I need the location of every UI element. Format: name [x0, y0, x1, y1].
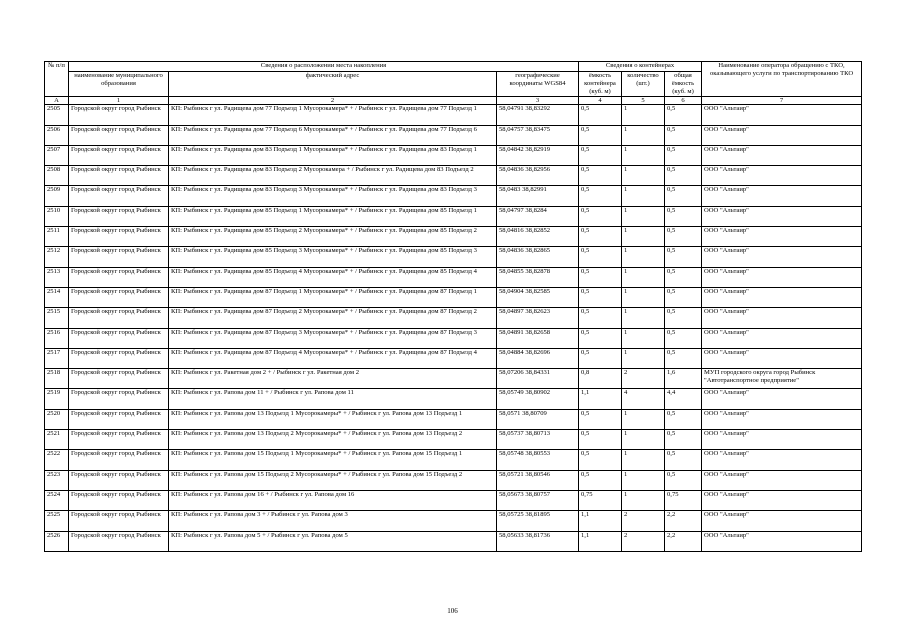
cell-coordinates: 58,04791 38,83292: [497, 105, 579, 125]
cell-municipality: Городской округ город Рыбинск: [69, 490, 169, 510]
cell-container-count: 1: [622, 308, 665, 328]
cell-container-count: 1: [622, 430, 665, 450]
table-row: [45, 409, 862, 429]
cell-row-number: 2525: [45, 511, 69, 531]
cell-total-capacity: 0,5: [665, 166, 702, 186]
cell-coordinates: 58,0483 38,82991: [497, 186, 579, 206]
cell-row-number: 2518: [45, 369, 69, 389]
cell-container-capacity: 0,5: [579, 206, 622, 226]
cell-address: КП: Рыбинск г ул. Радищева дом 85 Подъезд 2 Мусорокамера* + / Рыбинск г ул. Радищева дом 85 Подъезд 2: [169, 227, 497, 247]
cell-municipality: Городской округ город Рыбинск: [69, 450, 169, 470]
table-row: [45, 206, 862, 226]
cell-row-number: 2523: [45, 470, 69, 490]
header-location-group: Сведения о расположении места накопления: [69, 62, 579, 72]
cell-coordinates: 58,05749 38,80902: [497, 389, 579, 409]
cell-row-number: 2524: [45, 490, 69, 510]
cell-address: КП: Рыбинск г ул. Радищева дом 83 Подъезд 1 Мусорокамера* + / Рыбинск г ул. Радищева дом 83 Подъезд 1: [169, 145, 497, 165]
cell-coordinates: 58,04904 38,82585: [497, 287, 579, 307]
cell-row-number: 2505: [45, 105, 69, 125]
cell-municipality: Городской округ город Рыбинск: [69, 166, 169, 186]
cell-operator: ООО "Альтаир": [702, 389, 862, 409]
cell-operator: ООО "Альтаир": [702, 125, 862, 145]
cell-total-capacity: 4,4: [665, 389, 702, 409]
cell-container-count: 2: [622, 369, 665, 389]
cell-container-count: 1: [622, 267, 665, 287]
cell-container-capacity: 0,5: [579, 430, 622, 450]
cell-operator: ООО "Альтаир": [702, 267, 862, 287]
header-coordinates: географические координаты WGS84: [497, 72, 579, 97]
cell-container-count: 1: [622, 105, 665, 125]
cell-address: КП: Рыбинск г ул. Радищева дом 85 Подъезд 3 Мусорокамера* + / Рыбинск г ул. Радищева дом 85 Подъезд 3: [169, 247, 497, 267]
cell-operator: ООО "Альтаир": [702, 348, 862, 368]
cell-total-capacity: 0,5: [665, 206, 702, 226]
cell-operator: ООО "Альтаир": [702, 490, 862, 510]
cell-container-capacity: 0,5: [579, 409, 622, 429]
cell-total-capacity: 2,2: [665, 531, 702, 551]
cell-municipality: Городской округ город Рыбинск: [69, 308, 169, 328]
cell-container-count: 1: [622, 186, 665, 206]
table-row: [45, 389, 862, 409]
cell-operator: ООО "Альтаир": [702, 430, 862, 450]
table-row: [45, 511, 862, 531]
header-container-capacity: ёмкость контейнера (куб. м): [579, 72, 622, 97]
waste-site-registry-table: [44, 61, 862, 552]
cell-container-capacity: 0,5: [579, 105, 622, 125]
cell-container-count: 1: [622, 247, 665, 267]
cell-container-capacity: 0,5: [579, 247, 622, 267]
table-row: [45, 125, 862, 145]
cell-container-count: 1: [622, 145, 665, 165]
table-header: [45, 62, 862, 105]
cell-coordinates: 58,04757 38,83475: [497, 125, 579, 145]
cell-address: КП: Рыбинск г ул. Рапова дом 5 + / Рыбинск г ул. Рапова дом 5: [169, 531, 497, 551]
cell-row-number: 2520: [45, 409, 69, 429]
cell-address: КП: Рыбинск г ул. Ракетная дом 2 + / Рыбинск г ул. Ракетная дом 2: [169, 369, 497, 389]
cell-address: КП: Рыбинск г ул. Рапова дом 13 Подъезд 2 Мусорокамеры* + / Рыбинск г ул. Рапова дом 13 Подъезд 2: [169, 430, 497, 450]
cell-total-capacity: 0,5: [665, 450, 702, 470]
cell-coordinates: 58,04897 38,82623: [497, 308, 579, 328]
cell-container-capacity: 0,5: [579, 166, 622, 186]
header-address: фактический адрес: [169, 72, 497, 97]
cell-municipality: Городской округ город Рыбинск: [69, 389, 169, 409]
cell-container-capacity: 1,1: [579, 531, 622, 551]
table-row: [45, 348, 862, 368]
cell-row-number: 2513: [45, 267, 69, 287]
cell-container-count: 1: [622, 287, 665, 307]
cell-container-count: 1: [622, 328, 665, 348]
cell-total-capacity: 0,5: [665, 308, 702, 328]
cell-container-count: 4: [622, 389, 665, 409]
cell-address: КП: Рыбинск г ул. Рапова дом 13 Подъезд 1 Мусорокамеры* + / Рыбинск г ул. Рапова дом 13 Подъезд 1: [169, 409, 497, 429]
cell-total-capacity: 0,5: [665, 470, 702, 490]
cell-municipality: Городской округ город Рыбинск: [69, 125, 169, 145]
cell-operator: МУП городского округа город Рыбинск "Автотранспортное предприятие": [702, 369, 862, 389]
cell-address: КП: Рыбинск г ул. Радищева дом 77 Подъезд 6 Мусорокамера* + / Рыбинск г ул. Радищева дом 77 Подъезд 6: [169, 125, 497, 145]
column-index: 6: [665, 97, 702, 105]
cell-container-capacity: 0,5: [579, 287, 622, 307]
cell-municipality: Городской округ город Рыбинск: [69, 430, 169, 450]
column-index: 5: [622, 97, 665, 105]
cell-municipality: Городской округ город Рыбинск: [69, 247, 169, 267]
cell-total-capacity: 0,5: [665, 430, 702, 450]
cell-row-number: 2511: [45, 227, 69, 247]
cell-container-capacity: 0,75: [579, 490, 622, 510]
cell-municipality: Городской округ город Рыбинск: [69, 470, 169, 490]
cell-address: КП: Рыбинск г ул. Рапова дом 15 Подъезд 2 Мусорокамеры* + / Рыбинск г ул. Рапова дом 15 Подъезд 2: [169, 470, 497, 490]
cell-container-capacity: 0,5: [579, 450, 622, 470]
column-index: 1: [69, 97, 169, 105]
table-row: [45, 470, 862, 490]
header-container-count: количество (шт.): [622, 72, 665, 97]
cell-row-number: 2516: [45, 328, 69, 348]
cell-total-capacity: 0,75: [665, 490, 702, 510]
cell-municipality: Городской округ город Рыбинск: [69, 105, 169, 125]
cell-container-count: 1: [622, 490, 665, 510]
cell-container-capacity: 0,5: [579, 328, 622, 348]
cell-operator: ООО "Альтаир": [702, 227, 862, 247]
cell-operator: ООО "Альтаир": [702, 328, 862, 348]
cell-container-capacity: 1,1: [579, 389, 622, 409]
cell-address: КП: Рыбинск г ул. Радищева дом 87 Подъезд 2 Мусорокамера* + / Рыбинск г ул. Радищева дом 87 Подъезд 2: [169, 308, 497, 328]
cell-total-capacity: 0,5: [665, 348, 702, 368]
cell-address: КП: Рыбинск г ул. Радищева дом 83 Подъезд 2 Мусорокамера + / Рыбинск г ул. Радищева дом 83 Подъезд 2: [169, 166, 497, 186]
cell-address: КП: Рыбинск г ул. Радищева дом 77 Подъезд 1 Мусорокамера* + / Рыбинск г ул. Радищева дом 77 Подъезд 1: [169, 105, 497, 125]
cell-total-capacity: 0,5: [665, 145, 702, 165]
table-row: [45, 287, 862, 307]
cell-total-capacity: 2,2: [665, 511, 702, 531]
column-index: 3: [497, 97, 579, 105]
cell-row-number: 2519: [45, 389, 69, 409]
cell-container-capacity: 1,1: [579, 511, 622, 531]
cell-row-number: 2515: [45, 308, 69, 328]
table-row: [45, 105, 862, 125]
cell-operator: ООО "Альтаир": [702, 511, 862, 531]
cell-row-number: 2506: [45, 125, 69, 145]
cell-address: КП: Рыбинск г ул. Радищева дом 83 Подъезд 3 Мусорокамера* + / Рыбинск г ул. Радищева дом 83 Подъезд 3: [169, 186, 497, 206]
column-index: 2: [169, 97, 497, 105]
cell-municipality: Городской округ город Рыбинск: [69, 328, 169, 348]
cell-row-number: 2509: [45, 186, 69, 206]
cell-coordinates: 58,05633 38,81736: [497, 531, 579, 551]
table-row: [45, 450, 862, 470]
cell-municipality: Городской округ город Рыбинск: [69, 186, 169, 206]
cell-container-count: 1: [622, 227, 665, 247]
cell-municipality: Городской округ город Рыбинск: [69, 267, 169, 287]
cell-row-number: 2522: [45, 450, 69, 470]
cell-container-capacity: 0,5: [579, 145, 622, 165]
cell-municipality: Городской округ город Рыбинск: [69, 409, 169, 429]
cell-operator: ООО "Альтаир": [702, 105, 862, 125]
cell-address: КП: Рыбинск г ул. Рапова дом 16 + / Рыбинск г ул. Рапова дом 16: [169, 490, 497, 510]
cell-container-capacity: 0,5: [579, 470, 622, 490]
cell-container-count: 1: [622, 125, 665, 145]
registry-sheet: [44, 61, 862, 552]
cell-coordinates: 58,04797 38,8284: [497, 206, 579, 226]
cell-address: КП: Рыбинск г ул. Радищева дом 87 Подъезд 4 Мусорокамера* + / Рыбинск г ул. Радищева дом 87 Подъезд 4: [169, 348, 497, 368]
cell-row-number: 2517: [45, 348, 69, 368]
table-row: [45, 328, 862, 348]
cell-coordinates: 58,07206 38,84331: [497, 369, 579, 389]
column-index-row: [45, 97, 862, 105]
cell-address: КП: Рыбинск г ул. Рапова дом 11 + / Рыбинск г ул. Рапова дом 11: [169, 389, 497, 409]
cell-operator: ООО "Альтаир": [702, 166, 862, 186]
cell-operator: ООО "Альтаир": [702, 470, 862, 490]
column-index: 4: [579, 97, 622, 105]
cell-operator: ООО "Альтаир": [702, 206, 862, 226]
cell-municipality: Городской округ город Рыбинск: [69, 206, 169, 226]
cell-operator: ООО "Альтаир": [702, 186, 862, 206]
cell-total-capacity: 0,5: [665, 328, 702, 348]
page-number: 106: [447, 607, 458, 615]
table-row: [45, 531, 862, 551]
table-row: [45, 267, 862, 287]
cell-operator: ООО "Альтаир": [702, 145, 862, 165]
cell-coordinates: 58,0571 38,80709: [497, 409, 579, 429]
cell-coordinates: 58,04855 38,82878: [497, 267, 579, 287]
cell-total-capacity: 0,5: [665, 267, 702, 287]
cell-coordinates: 58,04884 38,82696: [497, 348, 579, 368]
cell-total-capacity: 0,5: [665, 125, 702, 145]
cell-row-number: 2512: [45, 247, 69, 267]
header-containers-group: Сведения о контейнерах: [579, 62, 702, 72]
cell-coordinates: 58,05721 38,80546: [497, 470, 579, 490]
table-row: [45, 369, 862, 389]
cell-municipality: Городской округ город Рыбинск: [69, 348, 169, 368]
cell-container-count: 1: [622, 166, 665, 186]
table-row: [45, 145, 862, 165]
header-row-number: № п/п: [45, 62, 69, 97]
cell-coordinates: 58,04816 38,82852: [497, 227, 579, 247]
cell-container-capacity: 0,5: [579, 227, 622, 247]
cell-address: КП: Рыбинск г ул. Рапова дом 3 + / Рыбинск г ул. Рапова дом 3: [169, 511, 497, 531]
cell-container-count: 2: [622, 531, 665, 551]
cell-operator: ООО "Альтаир": [702, 308, 862, 328]
cell-row-number: 2508: [45, 166, 69, 186]
header-municipality: наименование муниципального образования: [69, 72, 169, 97]
cell-coordinates: 58,04891 38,82658: [497, 328, 579, 348]
cell-address: КП: Рыбинск г ул. Рапова дом 15 Подъезд 1 Мусорокамеры* + / Рыбинск г ул. Рапова дом 15 Подъезд 1: [169, 450, 497, 470]
cell-row-number: 2507: [45, 145, 69, 165]
cell-container-capacity: 0,5: [579, 348, 622, 368]
cell-coordinates: 58,05725 38,81895: [497, 511, 579, 531]
column-index: 7: [702, 97, 862, 105]
cell-coordinates: 58,05737 38,80713: [497, 430, 579, 450]
cell-container-capacity: 0,5: [579, 186, 622, 206]
cell-address: КП: Рыбинск г ул. Радищева дом 87 Подъезд 3 Мусорокамера* + / Рыбинск г ул. Радищева дом 87 Подъезд 3: [169, 328, 497, 348]
table-row: [45, 186, 862, 206]
cell-coordinates: 58,05673 38,80757: [497, 490, 579, 510]
cell-container-count: 1: [622, 348, 665, 368]
cell-total-capacity: 0,5: [665, 105, 702, 125]
cell-coordinates: 58,05748 38,80553: [497, 450, 579, 470]
cell-row-number: 2521: [45, 430, 69, 450]
cell-municipality: Городской округ город Рыбинск: [69, 227, 169, 247]
cell-operator: ООО "Альтаир": [702, 287, 862, 307]
cell-address: КП: Рыбинск г ул. Радищева дом 85 Подъезд 4 Мусорокамера* + / Рыбинск г ул. Радищева дом 85 Подъезд 4: [169, 267, 497, 287]
cell-container-count: 1: [622, 206, 665, 226]
table-body: [45, 105, 862, 552]
cell-municipality: Городской округ город Рыбинск: [69, 287, 169, 307]
column-index: А: [45, 97, 69, 105]
table-row: [45, 430, 862, 450]
cell-total-capacity: 0,5: [665, 287, 702, 307]
cell-container-count: 2: [622, 511, 665, 531]
cell-row-number: 2514: [45, 287, 69, 307]
cell-container-capacity: 0,5: [579, 267, 622, 287]
cell-total-capacity: 0,5: [665, 227, 702, 247]
cell-container-count: 1: [622, 450, 665, 470]
cell-coordinates: 58,04836 38,82865: [497, 247, 579, 267]
cell-total-capacity: 0,5: [665, 247, 702, 267]
table-row: [45, 227, 862, 247]
table-row: [45, 247, 862, 267]
cell-row-number: 2510: [45, 206, 69, 226]
cell-operator: ООО "Альтаир": [702, 409, 862, 429]
header-operator: Наименование оператора обращению с ТКО, оказывающего услуги по транспортированию ТКО: [702, 62, 862, 97]
cell-operator: ООО "Альтаир": [702, 531, 862, 551]
cell-container-capacity: 0,8: [579, 369, 622, 389]
cell-address: КП: Рыбинск г ул. Радищева дом 85 Подъезд 1 Мусорокамера* + / Рыбинск г ул. Радищева дом 85 Подъезд 1: [169, 206, 497, 226]
cell-coordinates: 58,04842 38,82919: [497, 145, 579, 165]
table-row: [45, 490, 862, 510]
cell-coordinates: 58,04836 38,82956: [497, 166, 579, 186]
header-total-capacity: общая ёмкость (куб. м): [665, 72, 702, 97]
cell-address: КП: Рыбинск г ул. Радищева дом 87 Подъезд 1 Мусорокамера* + / Рыбинск г ул. Радищева дом 87 Подъезд 1: [169, 287, 497, 307]
table-row: [45, 308, 862, 328]
cell-municipality: Городской округ город Рыбинск: [69, 511, 169, 531]
cell-container-count: 1: [622, 409, 665, 429]
cell-container-count: 1: [622, 470, 665, 490]
cell-municipality: Городской округ город Рыбинск: [69, 369, 169, 389]
table-row: [45, 166, 862, 186]
cell-total-capacity: 1,6: [665, 369, 702, 389]
cell-row-number: 2526: [45, 531, 69, 551]
cell-total-capacity: 0,5: [665, 409, 702, 429]
cell-container-capacity: 0,5: [579, 125, 622, 145]
cell-total-capacity: 0,5: [665, 186, 702, 206]
cell-container-capacity: 0,5: [579, 308, 622, 328]
cell-municipality: Городской округ город Рыбинск: [69, 531, 169, 551]
cell-operator: ООО "Альтаир": [702, 247, 862, 267]
cell-operator: ООО "Альтаир": [702, 450, 862, 470]
cell-municipality: Городской округ город Рыбинск: [69, 145, 169, 165]
